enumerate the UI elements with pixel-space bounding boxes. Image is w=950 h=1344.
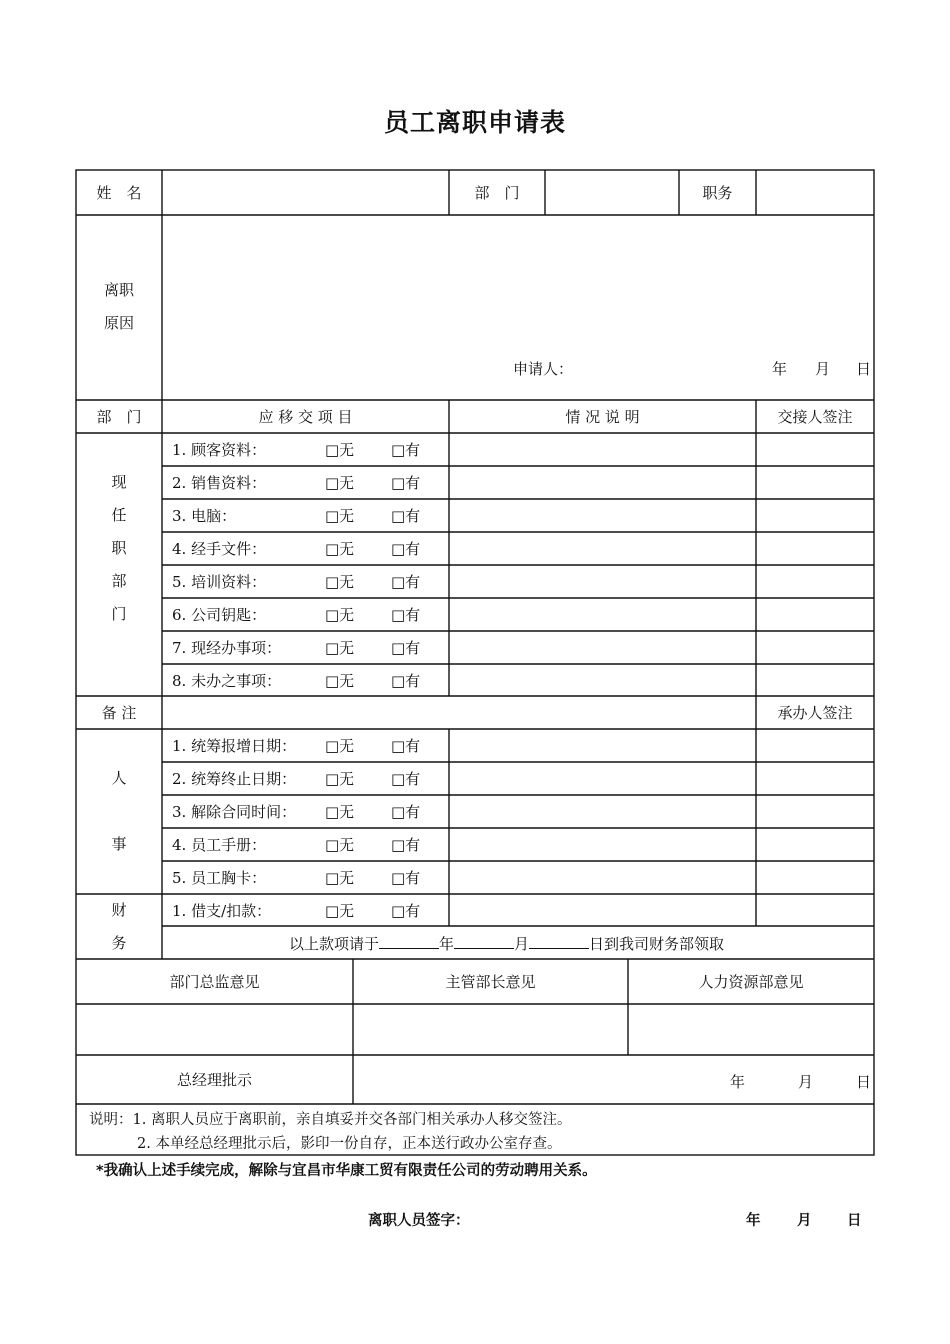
handover-item-row [163, 433, 449, 465]
hr-item-row [163, 828, 449, 860]
option-none-checkbox[interactable]: □无 [325, 605, 355, 624]
option-none-checkbox[interactable]: □无 [325, 868, 355, 887]
option-none-checkbox[interactable]: □无 [325, 769, 355, 788]
gm-date-day: 日 [856, 1073, 872, 1091]
option-none-checkbox[interactable]: □无 [325, 572, 355, 591]
reason-date-year: 年 [772, 360, 788, 378]
hr-dept-opinion-label: 人力资源部意见 [698, 973, 804, 991]
finance-collect-line: 以上款项请于 年 月 日到我司财务部领取 [289, 935, 725, 953]
reason-label: 离职 原因 [103, 281, 134, 332]
option-yes-checkbox[interactable]: □有 [391, 835, 421, 854]
dept-director-opinion-label: 部门总监意见 [169, 973, 260, 991]
dept-label: 部 门 [474, 184, 520, 202]
option-yes-checkbox[interactable]: □有 [391, 539, 421, 558]
option-yes-checkbox[interactable]: □有 [391, 901, 421, 920]
finance-item-row [163, 894, 449, 926]
hr-item-label: 2. 统筹终止日期： [172, 769, 297, 788]
collect-year-blank[interactable] [379, 934, 439, 949]
option-none-checkbox[interactable]: □无 [325, 638, 355, 657]
supervisor-opinion-label: 主管部长意见 [445, 973, 536, 991]
handover-item-row [163, 565, 449, 597]
option-yes-checkbox[interactable]: □有 [391, 769, 421, 788]
collect-day-blank[interactable] [529, 934, 589, 949]
handover-item-label: 8. 未办之事项： [172, 671, 282, 690]
gm-date-month: 月 [798, 1073, 814, 1091]
position-field[interactable] [757, 171, 873, 214]
position-label: 职务 [702, 184, 733, 202]
note-line-2: 2. 本单经总经理批示后，影印一份自存，正本送行政办公室存查。 [137, 1136, 562, 1152]
hr-dept-opinion-field[interactable] [629, 1005, 873, 1054]
handover-item-label: 5. 培训资料： [172, 572, 267, 591]
signature-label: 离职人员签字： [368, 1213, 470, 1229]
reason-field[interactable] [163, 216, 873, 356]
finance-item-label: 1. 借支/扣款： [172, 901, 272, 920]
gm-approval-field[interactable] [354, 1056, 714, 1103]
option-none-checkbox[interactable]: □无 [325, 506, 355, 525]
name-label: 姓 名 [96, 184, 142, 202]
note-line-1: 说明：1. 离职人员应于离职前，亲自填妥并交各部门相关承办人移交签注。 [89, 1112, 572, 1128]
remarks-label: 备 注 [101, 704, 137, 722]
signature-field[interactable] [480, 1205, 720, 1231]
gm-date-year: 年 [730, 1073, 746, 1091]
handover-items-header: 应 移 交 项 目 [258, 408, 353, 426]
dept-field[interactable] [546, 171, 678, 214]
option-yes-checkbox[interactable]: □有 [391, 506, 421, 525]
handover-item-row [163, 466, 449, 498]
confirmation-statement: *我确认上述手续完成，解除与宜昌市华康工贸有限责任公司的劳动聘用关系。 [96, 1163, 597, 1179]
handover-item-row [163, 532, 449, 564]
option-none-checkbox[interactable]: □无 [325, 901, 355, 920]
page-title: 员工离职申请表 [383, 108, 566, 137]
applicant-label: 申请人： [513, 360, 574, 378]
hr-item-row [163, 729, 449, 761]
option-none-checkbox[interactable]: □无 [325, 473, 355, 492]
signature-date-month: 月 [797, 1213, 812, 1229]
option-yes-checkbox[interactable]: □有 [391, 440, 421, 459]
option-none-checkbox[interactable]: □无 [325, 671, 355, 690]
handover-item-row [163, 631, 449, 663]
option-yes-checkbox[interactable]: □有 [391, 802, 421, 821]
handover-item-label: 4. 经手文件： [172, 539, 267, 558]
handover-item-label: 7. 现经办事项： [172, 638, 282, 657]
name-field[interactable] [163, 171, 448, 214]
handover-dept-header: 部 门 [96, 408, 142, 426]
hr-item-row [163, 795, 449, 827]
option-none-checkbox[interactable]: □无 [325, 736, 355, 755]
option-yes-checkbox[interactable]: □有 [391, 605, 421, 624]
reason-date-month: 月 [815, 360, 831, 378]
hr-label: 人 事 [111, 769, 127, 853]
handover-desc-header: 情 况 说 明 [565, 408, 640, 426]
handover-item-row [163, 499, 449, 531]
option-yes-checkbox[interactable]: □有 [391, 671, 421, 690]
current-dept-label: 现 任 职 部 门 [111, 473, 127, 623]
hr-item-row [163, 861, 449, 893]
handover-item-label: 3. 电脑： [172, 506, 237, 525]
handover-item-label: 1. 顾客资料： [172, 440, 267, 459]
gm-approval-label: 总经理批示 [176, 1071, 252, 1089]
hr-item-label: 1. 统筹报增日期： [172, 736, 297, 755]
hr-item-label: 4. 员工手册： [172, 835, 267, 854]
handover-item-row [163, 598, 449, 630]
option-none-checkbox[interactable]: □无 [325, 440, 355, 459]
option-yes-checkbox[interactable]: □有 [391, 868, 421, 887]
hr-item-label: 5. 员工胸卡： [172, 868, 267, 887]
option-none-checkbox[interactable]: □无 [325, 539, 355, 558]
supervisor-opinion-field[interactable] [354, 1005, 627, 1054]
handover-sign-header: 交接人签注 [777, 408, 853, 426]
hr-item-label: 3. 解除合同时间： [172, 802, 297, 821]
dept-director-opinion-field[interactable] [77, 1005, 352, 1054]
collect-month-blank[interactable] [454, 934, 514, 949]
hr-item-row [163, 762, 449, 794]
signature-date-year: 年 [746, 1213, 761, 1229]
option-yes-checkbox[interactable]: □有 [391, 638, 421, 657]
signature-date-day: 日 [847, 1213, 862, 1229]
handover-item-row [163, 664, 449, 696]
option-yes-checkbox[interactable]: □有 [391, 473, 421, 492]
remarks-field[interactable] [163, 697, 755, 728]
handover-item-label: 2. 销售资料： [172, 473, 267, 492]
reason-date-day: 日 [856, 360, 872, 378]
finance-label: 财 务 [111, 900, 127, 952]
option-yes-checkbox[interactable]: □有 [391, 572, 421, 591]
option-yes-checkbox[interactable]: □有 [391, 736, 421, 755]
option-none-checkbox[interactable]: □无 [325, 835, 355, 854]
undertaker-sign-label: 承办人签注 [777, 704, 853, 722]
handover-item-label: 6. 公司钥匙： [172, 605, 267, 624]
option-none-checkbox[interactable]: □无 [325, 802, 355, 821]
